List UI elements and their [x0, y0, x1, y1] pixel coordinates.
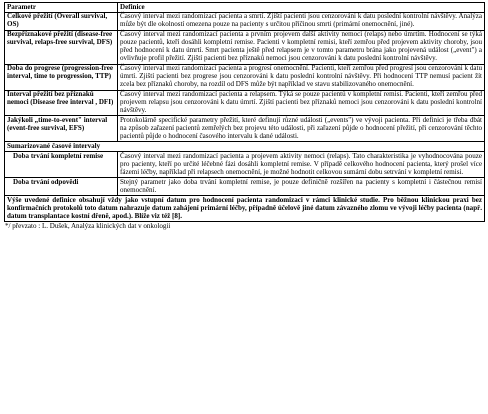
param-name: Celkové přežití (Overall survival, OS) — [5, 12, 118, 30]
section-title: Sumarizované časové intervaly — [5, 142, 485, 152]
table-row — [5, 90, 485, 116]
survival-parameters-table — [4, 2, 485, 222]
document-page — [4, 2, 484, 230]
table-row — [5, 12, 485, 30]
param-definition: Protokolárně specifické parametry přežití, které definují různé události („events") ve vývoji pacienta. Při definici je třeba dbát na způsob zařazení pacientů zemřelých bez projevu této události, při zařazení půjde o hodnocení přežití, při cenzorování těchto pacientů půjde o hodnocení časového intervalu k dané události. — [118, 116, 485, 142]
note-row — [5, 195, 485, 221]
param-name: Bezpříznakové přežití (disease-free survival, relaps-free survival, DFS) — [5, 30, 118, 64]
header-definition: Definice — [118, 3, 485, 13]
section-header-row — [5, 142, 485, 152]
header-param: Parametr — [5, 3, 118, 13]
param-name: Doba trvání odpovědi — [5, 178, 118, 196]
param-name: Jakýkoli „time-to-event" interval (event-free survival, EFS) — [5, 116, 118, 142]
table-row — [5, 30, 485, 64]
param-definition: Časový interval mezi randomizací pacienta a projevem aktivity nemoci (relaps). Tato charakteristika je vyhodnocována pouze pro pacienty, kteří po určité léčebné fázi dosáhli kompletní remise. V případě celkového hodnocení pacienta, který prošel více fázemi léčby, například při relapsech onemocnění, je možné hodnotit celkovou sumární dobu setrvání v kompletní remisi. — [118, 152, 485, 178]
param-definition: Časový interval mezi randomizací pacienta a relapsem. Týká se pouze pacientů v kompletní remisi. Pacienti, kteří zemřou před projevem relapsu jsou cenzorováni k datu úmrtí. Zjiští pacienti bez příznaků nemoci jsou cenzorováni k datu poslední kontrolní návštěvy. — [118, 90, 485, 116]
param-definition: Stejný parametr jako doba trvání kompletní remise, je pouze definičně rozšířen na pacienty s kompletní i částečnou remisí onemocnění. — [118, 178, 485, 196]
param-name: Doba trvání kompletní remise — [5, 152, 118, 178]
table-row — [5, 152, 485, 178]
table-row — [5, 64, 485, 90]
table-row — [5, 178, 485, 196]
table-header-row — [5, 3, 485, 13]
param-name: Interval přežití bez příznaků nemoci (Disease free interval , DFI) — [5, 90, 118, 116]
param-definition: Časový interval mezi randomizací pacienta a smrtí. Zjiští pacienti jsou cenzorováni k datu poslední kontrolní návštěvy. Analýza může být dle okolností omezena pouze na pacienty s určitou příčinou smrti (primární onemocnění, jiné). — [118, 12, 485, 30]
source-note: */ převzato : L. Dušek, Analýza klinických dat v onkologii — [5, 221, 171, 230]
table-row — [5, 116, 485, 142]
note-text: Výše uvedené definice obsahují vždy jako vstupní datum pro hodnocení pacienta randomizaci v rámci klinické studie. Pro běžnou klinickou praxi bez konfirmačních protokolů toto datum nahrazuje datum zahájení primární léčby, případně účelově jiné datum závazného zlomu ve vývoji léčby pacienta (např. datum transplantace kostní dřeně, apod.). Blíže viz též [8]. — [5, 195, 485, 221]
param-name: Doba do progrese (progression-free interval, time to progression, TTP) — [5, 64, 118, 90]
param-definition: Časový interval mezi randomizací pacienta a prvním projevem další aktivity nemoci (relaps) nebo úmrtím. Hodnocení se týká pouze pacientů, kteří dosáhli kompletní remise. Pacienti v kompletní remisi, kteří zemřou před projevem aktivity choroby, jsou před hodnocení k datu úmrtí. Smrt pacienta ještě před relapsem je v tomto parametru brána jako projevená událost („event") a ovlivňuje profil přežití. Zjiští pacienti bez příznaků nemoci jsou cenzorováni k datu poslední kontrolní návštěvy. — [118, 30, 485, 64]
param-definition: Časový interval mezi randomizací pacienta a progresí onemocnění. Pacienti, kteří zemřou před progresí jsou cenzorováni k datu úmrtí. Zjiští pacienti bez progrese jsou cenzorováni k datu poslední kontrolní návštěvy. Při hodnocení TTP nemusí pacient žít zcela bez příznaků choroby, na rozdíl od DFS může být například ve stavu stabilizovaného onemocnění. — [118, 64, 485, 90]
